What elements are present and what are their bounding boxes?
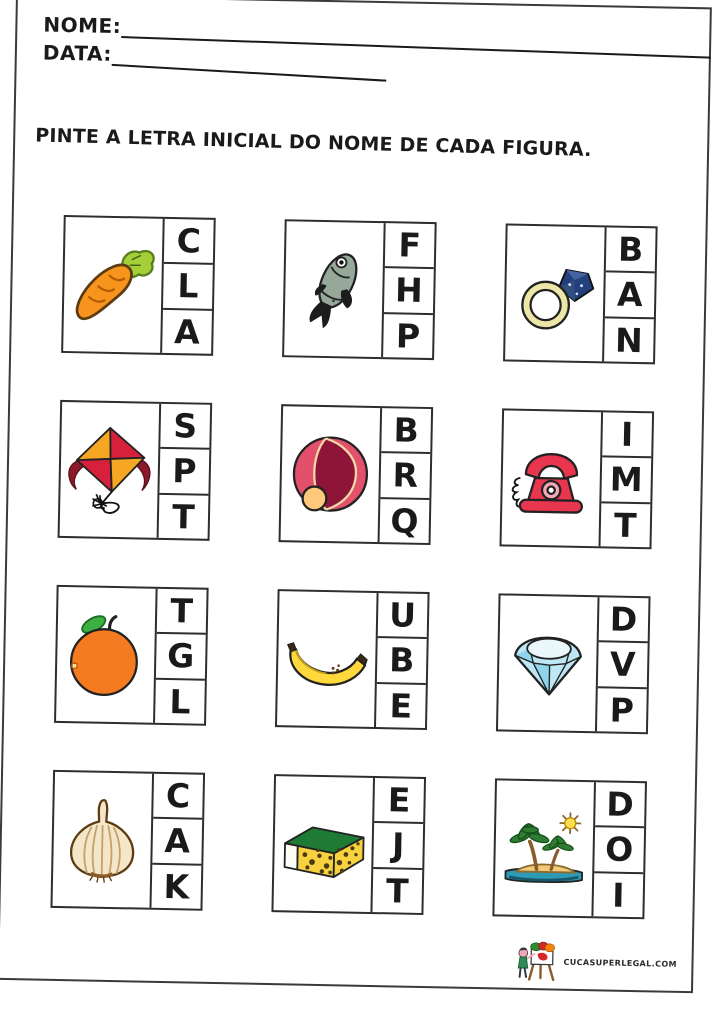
letter-options [591, 782, 645, 917]
letter-option[interactable]: P [609, 690, 635, 730]
painter-easel-icon [513, 940, 562, 983]
letter-option[interactable]: A [605, 273, 655, 319]
letter-options [370, 778, 424, 913]
card-ring [503, 223, 658, 364]
letter-option[interactable]: I [602, 412, 652, 458]
card-carrot [61, 215, 216, 356]
letter-option[interactable]: P [395, 316, 421, 356]
letter-option[interactable]: G [156, 634, 206, 680]
fish-icon [284, 221, 384, 357]
card-island [492, 778, 647, 919]
orange-icon [56, 587, 156, 723]
letter-option[interactable]: T [171, 496, 196, 537]
letter-option[interactable]: D [599, 597, 649, 643]
cards-grid [50, 215, 657, 919]
letter-options [381, 223, 435, 358]
card-telephone [499, 408, 654, 549]
letter-option[interactable]: T [613, 505, 638, 545]
letter-option[interactable]: Q [390, 501, 419, 541]
kite-icon [60, 402, 160, 538]
letter-option[interactable]: V [598, 643, 648, 689]
garlic-icon [53, 772, 153, 908]
card-ball [279, 404, 434, 545]
banana-icon [277, 591, 377, 727]
letter-option[interactable]: M [601, 458, 651, 504]
letter-option[interactable]: I [611, 875, 625, 915]
card-banana [275, 589, 430, 730]
letter-option[interactable]: J [373, 823, 423, 869]
sponge-icon [273, 776, 373, 912]
letter-option[interactable]: L [163, 264, 213, 310]
card-kite [58, 400, 213, 541]
letter-option[interactable]: C [153, 774, 203, 820]
letter-options [595, 597, 649, 732]
letter-options [160, 219, 214, 354]
letter-option[interactable]: P [159, 449, 209, 495]
carrot-icon [63, 217, 163, 353]
letter-option[interactable]: K [163, 866, 190, 907]
letter-option[interactable]: A [173, 311, 201, 352]
letter-option[interactable]: T [157, 589, 207, 635]
letter-options [157, 404, 211, 539]
card-sponge [271, 774, 426, 915]
instruction-text: PINTE A LETRA INICIAL DO NOME DE CADA FIGURA. [35, 124, 592, 162]
telephone-icon [502, 410, 602, 546]
letter-option[interactable]: B [381, 408, 431, 454]
island-icon [494, 780, 594, 916]
diamond-icon [498, 595, 598, 731]
letter-option[interactable]: E [389, 686, 413, 726]
letter-options [599, 412, 653, 547]
name-label: NOME: [43, 12, 122, 39]
card-garlic [50, 770, 205, 911]
date-label: DATA: [42, 40, 113, 66]
ring-icon [505, 225, 605, 361]
card-fish [282, 219, 437, 360]
publisher-logo [513, 940, 677, 985]
letter-option[interactable]: E [374, 778, 424, 824]
letter-option[interactable]: F [385, 223, 435, 269]
letter-option[interactable]: B [377, 638, 427, 684]
ball-icon [281, 406, 381, 542]
letter-option[interactable]: R [380, 453, 430, 499]
letter-options [602, 227, 656, 362]
letter-option[interactable]: U [378, 593, 428, 639]
letter-option[interactable]: T [385, 871, 409, 911]
card-diamond [496, 593, 651, 734]
letter-options [374, 593, 428, 728]
letter-options [153, 589, 207, 724]
letter-option[interactable]: H [384, 268, 434, 314]
date-input-line[interactable] [112, 42, 388, 82]
letter-option[interactable]: S [160, 404, 210, 450]
publisher-site-text: CUCASUPERLEGAL.COM [563, 957, 678, 969]
letter-option[interactable]: A [152, 819, 202, 865]
letter-option[interactable]: N [614, 320, 644, 360]
letter-options [378, 408, 432, 543]
card-orange [54, 585, 209, 726]
letter-option[interactable]: B [606, 227, 656, 273]
letter-option[interactable]: O [594, 828, 644, 874]
letter-option[interactable]: L [169, 681, 191, 722]
letter-options [149, 774, 203, 909]
letter-option[interactable]: D [595, 782, 645, 828]
letter-option[interactable]: C [164, 219, 214, 265]
